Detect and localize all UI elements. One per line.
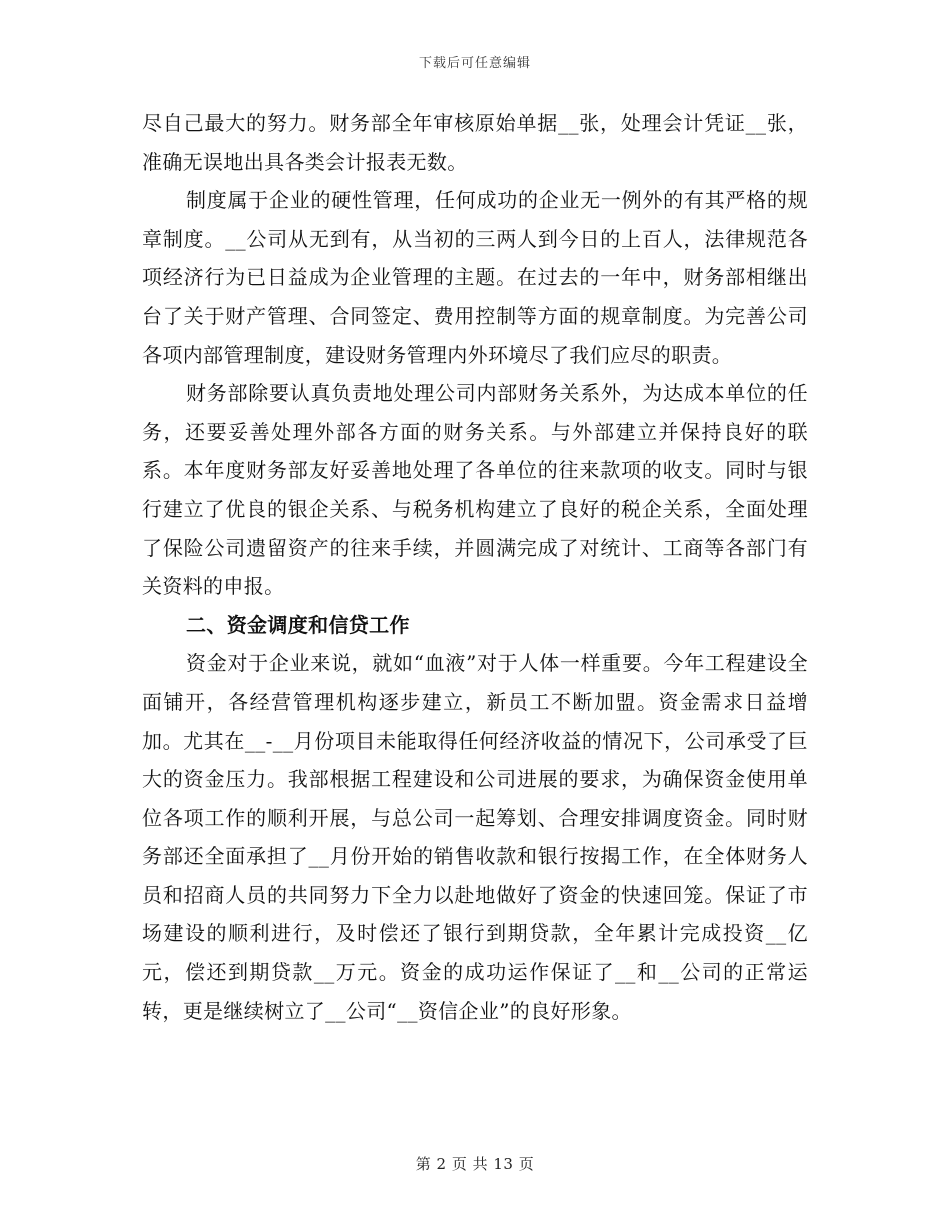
header-note: 下载后可任意编辑 xyxy=(418,56,531,71)
paragraph-3: 财务部除要认真负责地处理公司内部财务关系外，为达成本单位的任务，还要妥善处理外部各方面的财务关系。与外部建立并保持良好的联系。本年度财务部友好妥善地处理了各单位的往来款项的收支。同时与银行建立了优良的银企关系、与税务机构建立了良好的税企关系，全面处理了保险公司遗留资产的往来手续，并圆满完成了对统计、工商等各部门有关资料的申报。 xyxy=(142,381,808,599)
paragraph-1: 尽自己最大的努力。财务部全年审核原始单据__张，处理会计凭证__张，准确无误地出具各类会计报表无数。 xyxy=(142,111,808,174)
page-footer: 第 2 页 共 13 页 xyxy=(415,1155,535,1173)
section-heading: 二、资金调度和信贷工作 xyxy=(186,612,410,637)
paragraph-4: 资金对于企业来说，就如“血液”对于人体一样重要。今年工程建设全面铺开，各经营管理机构逐步建立，新员工不断加盟。资金需求日益增加。尤其在__-__月份项目未能取得任何经济收益的情况下，公司承受了巨大的资金压力。我部根据工程建设和公司进展的要求，为确保资金使用单位各项工作的顺利开展，与总公司一起筹划、合理安排调度资金。同时财务部还全面承担了__月份开始的销售收款和银行按揭工作，在全体财务人员和招商人员的共同努力下全力以赴地做好了资金的快速回笼。保证了市场建设的顺利进行，及时偿还了银行到期贷款，全年累计完成投资__亿元，偿还到期贷款__万元。资金的成功运作保证了__和__公司的正常运转，更是继续树立了__公司“__资信企业”的良好形象。 xyxy=(142,651,808,1023)
paragraph-2: 制度属于企业的硬性管理，任何成功的企业无一例外的有其严格的规章制度。__公司从无到有，从当初的三两人到今日的上百人，法律规范各项经济行为已日益成为企业管理的主题。在过去的一年中，财务部相继出台了关于财产管理、合同签定、费用控制等方面的规章制度。为完善公司各项内部管理制度，建设财务管理内外环境尽了我们应尽的职责。 xyxy=(142,188,808,367)
document-body xyxy=(142,104,808,1030)
